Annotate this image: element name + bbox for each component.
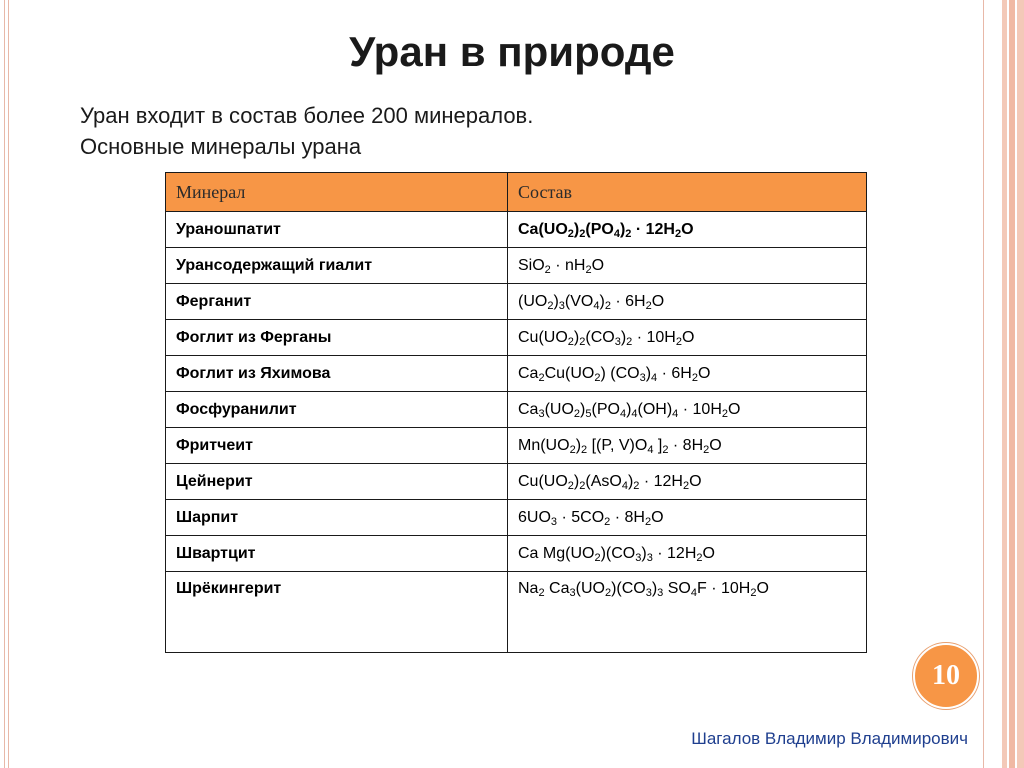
formula-subscript: 2 [696, 551, 703, 564]
mineral-formula [508, 320, 867, 356]
mineral-name: Цейнерит [166, 464, 508, 500]
formula-text: ) [651, 580, 658, 597]
formula-subscript: 2 [567, 335, 574, 348]
formula-subscript: 4 [621, 479, 628, 492]
table-row [166, 248, 867, 284]
formula-subscript: 3 [635, 551, 642, 564]
formula-subscript: 2 [567, 227, 574, 240]
page-number: 10 [932, 660, 960, 691]
formula-subscript: 2 [573, 407, 581, 420]
table-row [166, 572, 867, 653]
formula-subscript: 4 [690, 587, 697, 599]
formula-subscript: 2 [567, 479, 574, 492]
formula-subscript: 2 [691, 371, 698, 384]
formula-text: (UO [575, 580, 605, 597]
formula-subscript: 2 [750, 587, 757, 599]
formula-text: ) [573, 328, 580, 346]
formula-text: (UO [518, 292, 548, 310]
formula-text: · 6H [610, 292, 646, 310]
formula-text: F · 10H [696, 580, 751, 597]
formula-text: (AsO [585, 472, 622, 490]
formula-subscript: 2 [544, 263, 551, 276]
mineral-formula [508, 500, 867, 536]
formula-text: ] [653, 436, 663, 454]
mineral-name: Шарпит [166, 500, 508, 536]
mineral-name: Урансодержащий гиалит [166, 248, 508, 284]
formula-text: 6UO [518, 508, 551, 526]
mineral-name: Фоглит из Ферганы [166, 320, 508, 356]
mineral-formula [508, 284, 867, 320]
intro-text [80, 100, 533, 162]
decorative-stripes [1002, 0, 1024, 768]
formula-subscript: 2 [662, 443, 669, 456]
formula-text: ) [599, 292, 605, 310]
formula-subscript: 4 [593, 299, 600, 312]
formula-subscript: 2 [594, 371, 601, 384]
formula-subscript: 2 [674, 227, 682, 240]
formula-text: Cu(UO [518, 328, 568, 346]
formula-text: ) [627, 472, 634, 490]
formula-text: Cu(UO [518, 472, 568, 490]
formula-text: · nH [550, 256, 586, 274]
formula-text: O [681, 328, 695, 346]
formula-subscript: 2 [579, 479, 586, 492]
table-row [166, 320, 867, 356]
mineral-formula [508, 428, 867, 464]
table-header-row [166, 173, 867, 212]
formula-text: · 8H [610, 508, 645, 526]
formula-text: O [689, 472, 702, 490]
mineral-name: Ферганит [166, 284, 508, 320]
formula-subscript: 4 [613, 227, 620, 240]
formula-subscript: 4 [631, 407, 638, 420]
formula-subscript: 2 [644, 515, 652, 528]
formula-subscript: 3 [569, 587, 576, 599]
formula-text: ) [620, 328, 627, 346]
formula-text: SO [663, 580, 691, 597]
mineral-formula [508, 572, 867, 653]
mineral-name: Ураношпатит [166, 212, 508, 248]
formula-text: Ca [518, 364, 539, 382]
formula-subscript: 3 [639, 371, 646, 384]
formula-text: O [756, 580, 769, 597]
formula-text: O [651, 292, 665, 310]
formula-text: ) (CO [600, 364, 640, 382]
formula-text: ) [573, 472, 580, 490]
formula-text: Na [518, 580, 539, 597]
formula-subscript: 3 [645, 587, 652, 599]
formula-text: SiO [518, 256, 545, 274]
formula-text: O [681, 220, 694, 238]
table-row [166, 536, 867, 572]
formula-subscript: 4 [619, 407, 627, 420]
formula-text: · 5CO [557, 508, 605, 526]
formula-text: O [651, 508, 664, 526]
table-row [166, 428, 867, 464]
formula-subscript: 2 [604, 299, 611, 312]
formula-text: · 10H [678, 400, 722, 418]
mineral-formula [508, 212, 867, 248]
formula-text: O [591, 256, 605, 274]
table-row [166, 356, 867, 392]
formula-subscript: 2 [579, 335, 586, 348]
intro-line-2: Основные минералы урана [80, 134, 362, 159]
formula-text: ) [641, 544, 647, 562]
formula-subscript: 2 [721, 407, 728, 420]
formula-subscript: 2 [538, 371, 545, 384]
table-body [166, 212, 867, 653]
formula-subscript: 3 [550, 515, 558, 528]
mineral-name: Фритчеит [166, 428, 508, 464]
formula-text: · 12H [652, 544, 697, 562]
table-row [166, 464, 867, 500]
formula-text: · 8H [668, 436, 704, 454]
formula-text: ) [575, 436, 582, 454]
header-mineral: Минерал [166, 173, 508, 212]
table-row [166, 284, 867, 320]
formula-subscript: 2 [569, 443, 576, 456]
header-composition: Состав [508, 173, 867, 212]
formula-text: (UO [544, 400, 574, 418]
formula-text: (OH) [637, 400, 673, 418]
mineral-name: Фосфуранилит [166, 392, 508, 428]
formula-subscript: 4 [672, 407, 679, 420]
page-number-badge [913, 643, 979, 709]
formula-subscript: 3 [558, 299, 565, 312]
formula-text: O [709, 436, 722, 454]
formula-subscript: 2 [604, 515, 611, 528]
formula-text: ) [626, 400, 632, 418]
formula-subscript: 2 [538, 587, 545, 599]
formula-text: Ca [518, 400, 539, 418]
slide-title: Уран в природе [349, 28, 675, 75]
mineral-formula [508, 248, 867, 284]
formula-text: (PO [591, 400, 620, 418]
formula-subscript: 2 [579, 227, 586, 240]
formula-subscript: 4 [647, 443, 654, 456]
formula-subscript: 2 [585, 263, 592, 276]
table-row [166, 212, 867, 248]
formula-text: ) [573, 220, 580, 238]
table-row [166, 500, 867, 536]
formula-text: )(CO [600, 544, 636, 562]
formula-subscript: 2 [645, 299, 652, 312]
formula-text: · 6H [657, 364, 692, 382]
formula-text: O [702, 544, 715, 562]
formula-text: (VO [564, 292, 594, 310]
formula-subscript: 3 [657, 587, 664, 599]
formula-text: · 10H [632, 328, 676, 346]
author-name: Шагалов Владимир Владимирович [691, 729, 968, 748]
formula-text: Ca [544, 580, 570, 597]
formula-subscript: 2 [703, 443, 710, 456]
formula-subscript: 5 [585, 407, 592, 420]
minerals-table [165, 172, 867, 653]
formula-text: )(CO [611, 580, 646, 597]
formula-subscript: 2 [675, 335, 682, 348]
formula-text: ) [580, 400, 586, 418]
formula-text: · 12H [639, 472, 683, 490]
formula-text: (PO [585, 220, 614, 238]
mineral-formula [508, 536, 867, 572]
intro-line-1: Уран входит в состав более 200 минералов. [80, 103, 534, 128]
formula-subscript: 2 [626, 335, 633, 348]
formula-text: Ca(UO [518, 220, 568, 238]
formula-subscript: 2 [633, 479, 640, 492]
formula-text: (CO [585, 328, 615, 346]
mineral-formula [508, 392, 867, 428]
formula-text: O [697, 364, 711, 382]
formula-text: Ca Mg(UO [518, 544, 595, 562]
formula-subscript: 2 [604, 587, 612, 599]
formula-subscript: 3 [538, 407, 545, 420]
formula-subscript: 2 [547, 299, 554, 312]
formula-subscript: 3 [614, 335, 621, 348]
mineral-name: Фоглит из Яхимова [166, 356, 508, 392]
formula-text: · 12H [631, 220, 675, 238]
mineral-name: Швартцит [166, 536, 508, 572]
formula-subscript: 2 [594, 551, 601, 564]
formula-text: ) [553, 292, 559, 310]
formula-subscript: 2 [581, 443, 588, 456]
mineral-formula [508, 464, 867, 500]
formula-subscript: 4 [651, 371, 658, 384]
formula-subscript: 2 [625, 227, 632, 240]
formula-subscript: 3 [646, 551, 653, 564]
formula-subscript: 2 [682, 479, 690, 492]
formula-text: ) [619, 220, 626, 238]
formula-text: O [728, 400, 741, 418]
mineral-name: Шрёкингерит [166, 572, 508, 653]
formula-text: Mn(UO [518, 436, 570, 454]
mineral-formula [508, 356, 867, 392]
formula-text: ) [645, 364, 652, 382]
formula-text: [(P, V)O [587, 436, 648, 454]
formula-text: Cu(UO [544, 364, 595, 382]
table-row [166, 392, 867, 428]
